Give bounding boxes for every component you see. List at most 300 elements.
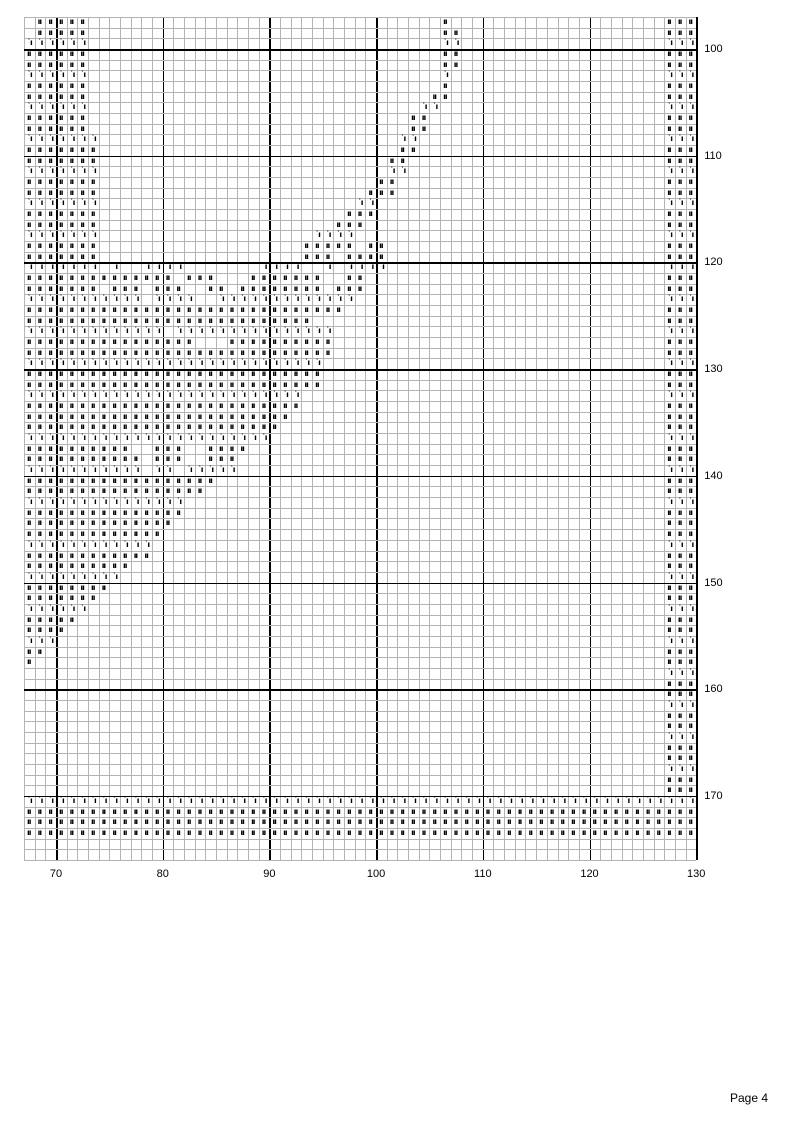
stitch-symbol-double-tick: ıı: [677, 411, 682, 421]
stitch-symbol-double-tick: ıı: [208, 422, 212, 432]
stitch-symbol-double-tick: ıı: [667, 518, 671, 528]
stitch-symbol-dot-tick: ˙ı: [80, 230, 86, 240]
stitch-symbol-double-tick: ıı: [37, 91, 42, 101]
stitch-symbol-double-tick: ıı: [176, 827, 180, 837]
stitch-symbol-double-tick: ıı: [69, 27, 74, 37]
stitch-symbol-double-tick: ıı: [123, 422, 127, 432]
stitch-symbol-double-tick: ıı: [667, 251, 671, 261]
stitch-symbol-double-tick: ıı: [144, 347, 148, 357]
stitch-symbol-double-tick: ıı: [304, 347, 308, 357]
stitch-symbol-dot-tick: ˙ı: [240, 358, 246, 368]
stitch-symbol-double-tick: ıı: [261, 379, 266, 389]
x-axis-tick-label: 90: [263, 867, 276, 880]
stitch-symbol-double-tick: ıı: [27, 475, 31, 485]
stitch-symbol-double-tick: ıı: [688, 657, 693, 667]
stitch-symbol-double-tick: ıı: [155, 315, 159, 325]
stitch-symbol-double-tick: ıı: [261, 273, 266, 283]
stitch-symbol-double-tick: ıı: [272, 337, 276, 347]
stitch-symbol-double-tick: ıı: [688, 219, 693, 229]
stitch-symbol-double-tick: ıı: [27, 49, 31, 58]
stitch-symbol-double-tick: ıı: [27, 155, 31, 165]
stitch-symbol-double-tick: ıı: [91, 369, 95, 379]
grid-line-vertical: [173, 17, 174, 860]
stitch-symbol-double-tick: ıı: [677, 305, 682, 315]
stitch-symbol-dot-tick: ˙ı: [240, 294, 246, 304]
stitch-symbol-dot-tick: ˙ı: [293, 262, 299, 272]
stitch-symbol-double-tick: ıı: [549, 817, 554, 827]
stitch-symbol-dot-tick: ˙ı: [677, 38, 683, 48]
stitch-symbol-double-tick: ıı: [112, 443, 116, 453]
stitch-symbol-double-tick: ıı: [688, 81, 693, 91]
stitch-symbol-dot-tick: ˙ı: [677, 433, 683, 443]
stitch-symbol-double-tick: ıı: [667, 785, 671, 795]
stitch-symbol-double-tick: ıı: [69, 123, 74, 133]
grid-line-vertical: [536, 17, 537, 860]
stitch-symbol-double-tick: ıı: [37, 305, 42, 315]
stitch-symbol-double-tick: ıı: [677, 678, 682, 688]
stitch-symbol-double-tick: ıı: [101, 817, 106, 827]
stitch-symbol-double-tick: ıı: [27, 251, 31, 261]
stitch-symbol-double-tick: ıı: [347, 283, 351, 293]
stitch-symbol-double-tick: ıı: [677, 593, 682, 603]
stitch-symbol-double-tick: ıı: [400, 817, 404, 827]
stitch-symbol-double-tick: ıı: [613, 817, 618, 827]
stitch-symbol-double-tick: ıı: [677, 550, 682, 560]
stitch-symbol-double-tick: ıı: [667, 337, 671, 347]
stitch-symbol-dot-tick: ˙ı: [592, 795, 598, 805]
stitch-symbol-double-tick: ıı: [91, 422, 95, 432]
grid-line-vertical: [291, 17, 292, 860]
stitch-symbol-dot-tick: ˙ı: [400, 134, 406, 144]
stitch-symbol-dot-tick: ˙ı: [219, 326, 224, 336]
stitch-symbol-double-tick: ıı: [59, 273, 63, 283]
stitch-symbol-dot-tick: ˙ı: [69, 38, 75, 48]
stitch-symbol-dot-tick: ˙ı: [411, 795, 416, 805]
stitch-symbol-double-tick: ıı: [688, 561, 693, 571]
stitch-symbol-dot-tick: ˙ı: [91, 198, 96, 208]
stitch-symbol-double-tick: ıı: [677, 337, 682, 347]
stitch-symbol-double-tick: ıı: [677, 379, 682, 389]
stitch-symbol-double-tick: ıı: [155, 401, 159, 411]
grid-line-vertical: [461, 17, 462, 860]
grid-line-vertical: [131, 17, 132, 860]
stitch-symbol-double-tick: ıı: [48, 17, 52, 26]
stitch-symbol-double-tick: ıı: [485, 817, 490, 827]
stitch-symbol-double-tick: ıı: [176, 422, 180, 432]
stitch-symbol-double-tick: ıı: [27, 443, 31, 453]
stitch-symbol-double-tick: ıı: [80, 305, 84, 315]
stitch-symbol-double-tick: ıı: [155, 443, 159, 453]
grid-line-horizontal: [24, 583, 696, 585]
stitch-symbol-double-tick: ıı: [123, 454, 127, 464]
stitch-symbol-dot-tick: ˙ı: [677, 571, 683, 581]
stitch-symbol-dot-tick: ˙ı: [197, 358, 203, 368]
stitch-symbol-double-tick: ıı: [677, 347, 682, 357]
stitch-symbol-double-tick: ıı: [272, 422, 276, 432]
stitch-symbol-dot-tick: ˙ı: [37, 70, 43, 80]
stitch-symbol-dot-tick: ˙ı: [176, 294, 182, 304]
stitch-symbol-double-tick: ıı: [688, 17, 693, 26]
stitch-symbol-double-tick: ıı: [485, 827, 490, 837]
stitch-symbol-dot-tick: ˙ı: [80, 539, 86, 549]
stitch-symbol-dot-tick: ˙ı: [667, 262, 672, 272]
stitch-symbol-dot-tick: ˙ı: [293, 795, 299, 805]
stitch-symbol-double-tick: ıı: [507, 806, 511, 816]
stitch-symbol-double-tick: ıı: [112, 518, 116, 528]
stitch-symbol-double-tick: ıı: [123, 273, 127, 283]
stitch-symbol-double-tick: ıı: [69, 209, 74, 219]
stitch-symbol-double-tick: ıı: [304, 241, 308, 251]
grid-line-vertical: [493, 17, 494, 860]
stitch-symbol-double-tick: ıı: [123, 529, 127, 539]
stitch-symbol-double-tick: ıı: [304, 283, 308, 293]
stitch-symbol-dot-tick: ˙ı: [112, 571, 118, 581]
stitch-symbol-dot-tick: ˙ı: [112, 294, 118, 304]
stitch-symbol-double-tick: ıı: [80, 155, 84, 165]
stitch-symbol-double-tick: ıı: [443, 91, 447, 101]
stitch-symbol-double-tick: ıı: [165, 422, 170, 432]
stitch-symbol-dot-tick: ˙ı: [219, 358, 224, 368]
stitch-symbol-double-tick: ıı: [48, 817, 52, 827]
grid-line-vertical: [440, 17, 441, 860]
stitch-symbol-double-tick: ıı: [635, 806, 639, 816]
stitch-symbol-dot-tick: ˙ı: [432, 102, 438, 112]
stitch-symbol-dot-tick: ˙ı: [667, 70, 672, 80]
stitch-symbol-double-tick: ıı: [155, 827, 159, 837]
grid-line-horizontal: [24, 615, 696, 616]
stitch-symbol-dot-tick: ˙ı: [229, 358, 235, 368]
stitch-symbol-double-tick: ıı: [603, 817, 607, 827]
stitch-symbol-double-tick: ıı: [37, 486, 42, 496]
stitch-symbol-double-tick: ıı: [560, 827, 564, 837]
stitch-symbol-double-tick: ıı: [101, 454, 106, 464]
stitch-symbol-double-tick: ıı: [496, 827, 500, 837]
grid-line-horizontal: [24, 177, 696, 178]
stitch-symbol-double-tick: ıı: [176, 486, 180, 496]
stitch-symbol-double-tick: ıı: [667, 593, 671, 603]
stitch-symbol-double-tick: ıı: [208, 379, 212, 389]
stitch-symbol-dot-tick: ˙ı: [368, 198, 374, 208]
stitch-symbol-dot-tick: ˙ı: [240, 326, 246, 336]
stitch-symbol-double-tick: ıı: [251, 411, 255, 421]
grid-line-horizontal: [24, 17, 696, 18]
stitch-symbol-double-tick: ıı: [677, 49, 682, 58]
stitch-symbol-double-tick: ıı: [197, 422, 202, 432]
stitch-symbol-double-tick: ıı: [389, 817, 394, 827]
stitch-symbol-dot-tick: ˙ı: [48, 70, 54, 80]
stitch-symbol-double-tick: ıı: [667, 742, 671, 752]
stitch-symbol-double-tick: ıı: [112, 369, 116, 379]
stitch-symbol-double-tick: ıı: [677, 315, 682, 325]
stitch-symbol-double-tick: ıı: [677, 710, 682, 720]
stitch-symbol-double-tick: ıı: [123, 486, 127, 496]
grid-line-vertical: [611, 17, 612, 860]
stitch-symbol-double-tick: ıı: [59, 187, 63, 197]
stitch-symbol-double-tick: ıı: [667, 27, 671, 37]
stitch-symbol-double-tick: ıı: [112, 475, 116, 485]
stitch-symbol-dot-tick: ˙ı: [91, 539, 96, 549]
stitch-symbol-double-tick: ıı: [91, 305, 95, 315]
stitch-symbol-dot-tick: ˙ı: [80, 102, 86, 112]
stitch-symbol-dot-tick: ˙ı: [677, 795, 683, 805]
stitch-symbol-dot-tick: ˙ı: [251, 795, 256, 805]
grid-line-vertical: [632, 17, 633, 860]
stitch-symbol-double-tick: ıı: [101, 529, 106, 539]
grid-line-horizontal: [24, 70, 696, 71]
stitch-symbol-double-tick: ıı: [37, 123, 42, 133]
grid-line-vertical: [600, 17, 601, 860]
stitch-symbol-double-tick: ıı: [59, 81, 63, 91]
stitch-symbol-double-tick: ıı: [91, 507, 95, 517]
stitch-symbol-double-tick: ıı: [688, 379, 693, 389]
stitch-symbol-double-tick: ıı: [176, 283, 180, 293]
stitch-symbol-double-tick: ıı: [176, 454, 180, 464]
stitch-symbol-dot-tick: ˙ı: [315, 294, 320, 304]
stitch-symbol-double-tick: ıı: [208, 369, 212, 379]
stitch-symbol-double-tick: ıı: [133, 529, 138, 539]
stitch-symbol-dot-tick: ˙ı: [112, 262, 118, 272]
stitch-symbol-dot-tick: ˙ı: [667, 763, 672, 773]
stitch-symbol-double-tick: ıı: [603, 827, 607, 837]
stitch-symbol-dot-tick: ˙ı: [219, 294, 224, 304]
stitch-symbol-double-tick: ıı: [315, 337, 319, 347]
stitch-symbol-double-tick: ıı: [283, 315, 287, 325]
stitch-symbol-double-tick: ıı: [688, 315, 693, 325]
stitch-symbol-double-tick: ıı: [37, 283, 42, 293]
grid-line-horizontal: [24, 81, 696, 82]
stitch-symbol-double-tick: ıı: [176, 507, 180, 517]
stitch-symbol-double-tick: ıı: [293, 305, 298, 315]
stitch-symbol-double-tick: ıı: [667, 561, 671, 571]
stitch-symbol-dot-tick: ˙ı: [101, 358, 107, 368]
grid-line-vertical: [419, 17, 420, 860]
stitch-symbol-double-tick: ıı: [251, 305, 255, 315]
stitch-symbol-double-tick: ıı: [304, 369, 308, 379]
stitch-symbol-dot-tick: ˙ı: [48, 433, 54, 443]
stitch-symbol-double-tick: ıı: [347, 273, 351, 283]
stitch-symbol-double-tick: ıı: [27, 486, 31, 496]
stitch-symbol-dot-tick: ˙ı: [379, 795, 384, 805]
stitch-symbol-dot-tick: ˙ı: [677, 198, 683, 208]
stitch-symbol-dot-tick: ˙ı: [59, 38, 64, 48]
stitch-symbol-double-tick: ıı: [325, 827, 330, 837]
stitch-symbol-double-tick: ıı: [208, 475, 212, 485]
stitch-symbol-double-tick: ıı: [59, 379, 63, 389]
stitch-symbol-dot-tick: ˙ı: [688, 134, 694, 144]
stitch-symbol-double-tick: ıı: [144, 550, 148, 560]
stitch-symbol-double-tick: ıı: [208, 443, 212, 453]
stitch-symbol-dot-tick: ˙ı: [539, 795, 544, 805]
stitch-symbol-double-tick: ıı: [645, 806, 650, 816]
stitch-symbol-double-tick: ıı: [133, 305, 138, 315]
stitch-symbol-double-tick: ıı: [155, 475, 159, 485]
stitch-symbol-dot-tick: ˙ı: [123, 358, 128, 368]
stitch-symbol-dot-tick: ˙ı: [69, 539, 75, 549]
stitch-symbol-double-tick: ıı: [155, 486, 159, 496]
stitch-symbol-dot-tick: ˙ı: [677, 635, 683, 645]
stitch-symbol-double-tick: ıı: [144, 806, 148, 816]
stitch-symbol-dot-tick: ˙ı: [496, 795, 502, 805]
stitch-symbol-dot-tick: ˙ı: [667, 465, 672, 475]
stitch-symbol-dot-tick: ˙ı: [144, 539, 150, 549]
stitch-symbol-double-tick: ıı: [667, 315, 671, 325]
stitch-symbol-double-tick: ıı: [453, 827, 458, 837]
stitch-symbol-dot-tick: ˙ı: [560, 795, 566, 805]
stitch-symbol-double-tick: ıı: [688, 411, 693, 421]
grid-line-vertical: [237, 17, 238, 860]
stitch-symbol-dot-tick: ˙ı: [69, 166, 75, 176]
stitch-symbol-double-tick: ıı: [261, 411, 266, 421]
stitch-symbol-dot-tick: ˙ı: [677, 667, 683, 677]
stitch-symbol-double-tick: ıı: [133, 411, 138, 421]
stitch-symbol-double-tick: ıı: [59, 614, 63, 624]
stitch-symbol-double-tick: ıı: [48, 81, 52, 91]
stitch-symbol-double-tick: ıı: [667, 219, 671, 229]
stitch-symbol-double-tick: ıı: [48, 582, 52, 592]
stitch-symbol-double-tick: ıı: [283, 283, 287, 293]
stitch-symbol-double-tick: ıı: [91, 337, 95, 347]
stitch-symbol-double-tick: ıı: [37, 273, 42, 283]
stitch-symbol-dot-tick: ˙ı: [453, 38, 459, 48]
stitch-symbol-double-tick: ıı: [208, 347, 212, 357]
stitch-symbol-double-tick: ıı: [48, 475, 52, 485]
stitch-symbol-double-tick: ıı: [37, 241, 42, 251]
stitch-symbol-double-tick: ıı: [101, 347, 106, 357]
stitch-symbol-dot-tick: ˙ı: [400, 795, 406, 805]
stitch-symbol-dot-tick: ˙ı: [197, 390, 203, 400]
stitch-symbol-double-tick: ıı: [261, 422, 266, 432]
stitch-symbol-dot-tick: ˙ı: [667, 571, 672, 581]
stitch-symbol-double-tick: ıı: [325, 305, 330, 315]
stitch-symbol-double-tick: ıı: [80, 337, 84, 347]
stitch-symbol-dot-tick: ˙ı: [48, 465, 54, 475]
stitch-symbol-double-tick: ıı: [293, 817, 298, 827]
stitch-symbol-dot-tick: ˙ı: [80, 603, 86, 613]
stitch-symbol-dot-tick: ˙ı: [48, 539, 54, 549]
stitch-symbol-double-tick: ıı: [91, 475, 95, 485]
stitch-symbol-dot-tick: ˙ı: [27, 70, 32, 80]
stitch-symbol-double-tick: ıı: [69, 443, 74, 453]
stitch-symbol-dot-tick: ˙ı: [59, 294, 64, 304]
stitch-symbol-double-tick: ıı: [133, 486, 138, 496]
stitch-symbol-double-tick: ıı: [27, 411, 31, 421]
stitch-symbol-dot-tick: ˙ı: [133, 358, 139, 368]
stitch-symbol-dot-tick: ˙ı: [101, 390, 107, 400]
grid-line-vertical: [397, 17, 398, 860]
stitch-symbol-dot-tick: ˙ı: [37, 326, 43, 336]
stitch-symbol-double-tick: ıı: [208, 401, 212, 411]
stitch-symbol-double-tick: ıı: [48, 625, 52, 635]
stitch-symbol-dot-tick: ˙ı: [688, 635, 694, 645]
stitch-symbol-dot-tick: ˙ı: [549, 795, 555, 805]
stitch-symbol-double-tick: ıı: [187, 827, 191, 837]
stitch-symbol-double-tick: ıı: [165, 347, 170, 357]
stitch-symbol-dot-tick: ˙ı: [69, 497, 75, 507]
stitch-symbol-dot-tick: ˙ı: [37, 603, 43, 613]
stitch-symbol-dot-tick: ˙ı: [144, 358, 150, 368]
stitch-symbol-double-tick: ıı: [69, 507, 74, 517]
stitch-symbol-dot-tick: ˙ı: [112, 465, 118, 475]
stitch-symbol-double-tick: ıı: [240, 347, 244, 357]
stitch-symbol-double-tick: ıı: [101, 582, 106, 592]
stitch-symbol-double-tick: ıı: [37, 27, 42, 37]
stitch-symbol-double-tick: ıı: [315, 273, 319, 283]
stitch-symbol-double-tick: ıı: [357, 209, 362, 219]
stitch-symbol-double-tick: ıı: [27, 561, 31, 571]
stitch-symbol-dot-tick: ˙ı: [133, 465, 139, 475]
grid-line-vertical: [24, 17, 25, 860]
stitch-symbol-double-tick: ıı: [155, 529, 159, 539]
stitch-symbol-double-tick: ıı: [677, 401, 682, 411]
stitch-symbol-double-tick: ıı: [283, 817, 287, 827]
stitch-symbol-dot-tick: ˙ı: [48, 230, 54, 240]
stitch-symbol-double-tick: ıı: [251, 379, 255, 389]
stitch-symbol-double-tick: ıı: [69, 17, 74, 26]
stitch-symbol-double-tick: ıı: [91, 806, 95, 816]
stitch-symbol-double-tick: ıı: [27, 529, 31, 539]
stitch-symbol-double-tick: ıı: [48, 241, 52, 251]
stitch-symbol-double-tick: ıı: [80, 145, 84, 155]
stitch-symbol-double-tick: ıı: [176, 806, 180, 816]
stitch-symbol-dot-tick: ˙ı: [48, 102, 54, 112]
grid-line-horizontal: [24, 625, 696, 626]
stitch-symbol-double-tick: ıı: [347, 241, 351, 251]
stitch-symbol-double-tick: ıı: [80, 251, 84, 261]
grid-line-vertical: [163, 17, 165, 860]
stitch-symbol-double-tick: ıı: [69, 454, 74, 464]
stitch-symbol-double-tick: ıı: [677, 443, 682, 453]
stitch-symbol-double-tick: ıı: [315, 379, 319, 389]
stitch-symbol-double-tick: ıı: [240, 422, 244, 432]
stitch-symbol-dot-tick: ˙ı: [59, 166, 64, 176]
stitch-symbol-double-tick: ıı: [59, 27, 63, 37]
stitch-symbol-double-tick: ıı: [667, 582, 671, 592]
stitch-symbol-dot-tick: ˙ı: [667, 38, 672, 48]
stitch-symbol-double-tick: ıı: [293, 337, 298, 347]
stitch-symbol-dot-tick: ˙ı: [59, 603, 64, 613]
stitch-symbol-double-tick: ıı: [229, 827, 234, 837]
stitch-symbol-double-tick: ıı: [123, 507, 127, 517]
grid-line-horizontal: [24, 49, 696, 51]
stitch-symbol-dot-tick: ˙ı: [165, 465, 171, 475]
grid-line-vertical: [504, 17, 505, 860]
stitch-symbol-dot-tick: ˙ı: [688, 390, 694, 400]
stitch-symbol-double-tick: ıı: [69, 827, 74, 837]
stitch-symbol-dot-tick: ˙ı: [667, 699, 672, 709]
stitch-symbol-double-tick: ıı: [197, 273, 202, 283]
stitch-symbol-double-tick: ıı: [528, 827, 532, 837]
stitch-symbol-dot-tick: ˙ı: [165, 433, 171, 443]
stitch-symbol-double-tick: ıı: [240, 305, 244, 315]
stitch-symbol-double-tick: ıı: [667, 241, 671, 251]
stitch-symbol-double-tick: ıı: [208, 806, 212, 816]
stitch-symbol-double-tick: ıı: [48, 91, 52, 101]
stitch-symbol-double-tick: ıı: [144, 529, 148, 539]
stitch-symbol-dot-tick: ˙ı: [261, 358, 267, 368]
stitch-symbol-double-tick: ıı: [357, 219, 362, 229]
stitch-symbol-double-tick: ıı: [347, 817, 351, 827]
stitch-symbol-double-tick: ıı: [48, 209, 52, 219]
stitch-symbol-double-tick: ıı: [272, 401, 276, 411]
stitch-symbol-dot-tick: ˙ı: [251, 390, 256, 400]
stitch-symbol-double-tick: ıı: [101, 273, 106, 283]
grid-line-vertical: [259, 17, 260, 860]
stitch-symbol-double-tick: ıı: [677, 219, 682, 229]
stitch-symbol-double-tick: ıı: [91, 529, 95, 539]
stitch-symbol-double-tick: ıı: [69, 486, 74, 496]
stitch-symbol-dot-tick: ˙ı: [411, 134, 416, 144]
stitch-symbol-double-tick: ıı: [197, 827, 202, 837]
